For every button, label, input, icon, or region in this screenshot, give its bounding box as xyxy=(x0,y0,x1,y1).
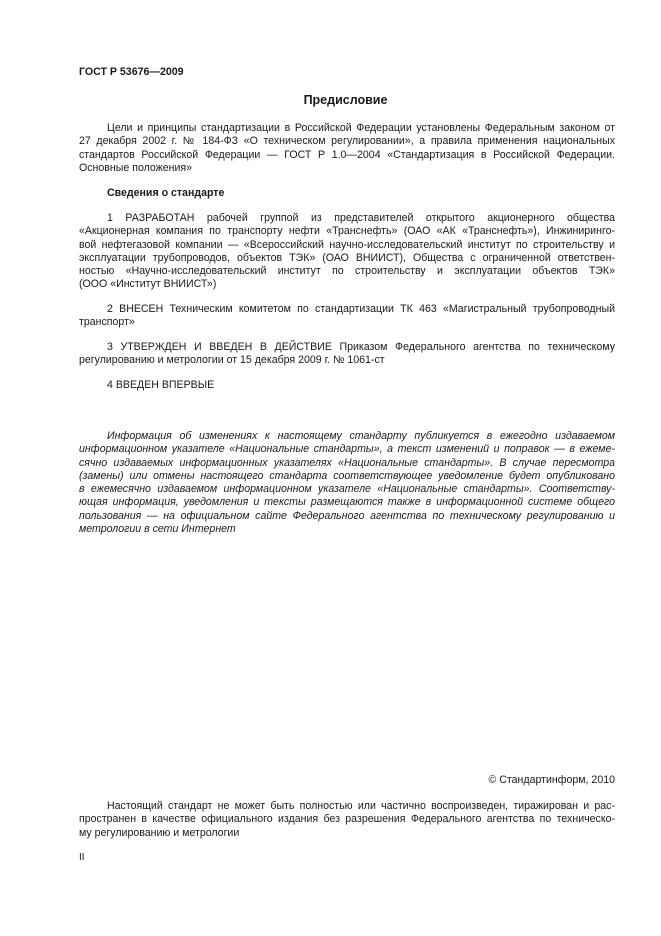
info-line: Информация об изменениях к настоящему стандарту публикуется в ежегодно издаваемом xyxy=(107,430,615,442)
info-line: метрологии в сети Интернет xyxy=(79,523,236,536)
item-line: 2 ВНЕСЕН Техническим комитетом по стандартизации ТК 463 «Магистральный трубопроводный xyxy=(107,303,615,315)
section-heading: Сведения о стандарте xyxy=(107,187,225,199)
item-line: 1 РАЗРАБОТАН рабочей группой из представителей открытого акционерного общества xyxy=(107,212,615,224)
info-line: (замены) или отмены настоящего стандарта соответствующее уведомление будет опубликовано xyxy=(79,469,615,482)
intro-line: 27 декабря 2002 г. № 184-ФЗ «О техническом регулировании», а правила применения национальных xyxy=(79,135,615,148)
item-line: вой нефтегазовой компании — «Всероссийский научно-исследовательский институт по строительству и xyxy=(79,238,615,251)
info-line: пользования — на официальном сайте Федерального агентства по техническому регулированию и xyxy=(79,509,615,522)
info-line: ющая информация, уведомления и тексты размещаются также в информационной системе общего xyxy=(79,496,615,509)
item-line: эксплуатации трубопроводов, объектов ТЭК» (ОАО ВНИИСТ), Общества с ограниченной ответствен- xyxy=(79,251,615,264)
copyright-notice: © Стандартинформ, 2010 xyxy=(488,774,615,786)
standard-header: ГОСТ Р 53676—2009 xyxy=(79,66,184,78)
item-line: транспорт» xyxy=(79,316,135,329)
page-title: Предисловие xyxy=(303,93,388,107)
item-line: (ООО «Институт ВНИИСТ») xyxy=(79,278,217,291)
item-line: 3 УТВЕРЖДЕН И ВВЕДЕН В ДЕЙСТВИЕ Приказом Федерального агентства по техническому xyxy=(107,341,615,353)
info-line: в ежемесячно издаваемом информационном указателе «Национальные стандарты». Соответству- xyxy=(79,483,615,496)
reproduction-notice xyxy=(79,800,615,840)
intro-line: Основные положения» xyxy=(79,161,193,174)
item-line: регулированию и метрологии от 15 декабря 2009 г. № 1061-ст xyxy=(79,354,385,367)
notice-line: пространен в качестве официального издания без разрешения Федерального агентства по техническо- xyxy=(79,813,615,826)
item-line: ностью «Научно-исследовательский институт по строительству и эксплуатации объектов ТЭК» xyxy=(79,265,615,278)
item-line: «Акционерная компания по транспорту нефти «Транснефть» (ОАО «АК «Транснефть»), Инжиниринго- xyxy=(79,225,615,238)
item-3-paragraph xyxy=(79,341,615,368)
item-1-paragraph xyxy=(79,212,615,292)
item-4-paragraph: 4 ВВЕДЕН ВПЕРВЫЕ xyxy=(107,379,215,391)
info-line: информационном указателе «Национальные стандарты», а текст изменений и поправок — в ежеме- xyxy=(79,443,615,456)
intro-line: стандартов Российской Федерации — ГОСТ Р 1.0—2004 «Стандартизация в Российской Федерации. xyxy=(79,148,615,161)
notice-line: Настоящий стандарт не может быть полностью или частично воспроизведен, тиражирован и рас- xyxy=(107,800,615,812)
info-line: сячно издаваемых информационных указателях «Национальные стандарты». В случае пересмотра xyxy=(79,456,615,469)
intro-paragraph xyxy=(79,122,615,175)
page-number: II xyxy=(79,852,85,863)
item-2-paragraph xyxy=(79,303,615,330)
notice-line: му регулированию и метрологии xyxy=(79,826,240,839)
intro-line: Цели и принципы стандартизации в Российской Федерации установлены Федеральным законом от xyxy=(107,122,615,134)
info-paragraph xyxy=(79,430,615,536)
